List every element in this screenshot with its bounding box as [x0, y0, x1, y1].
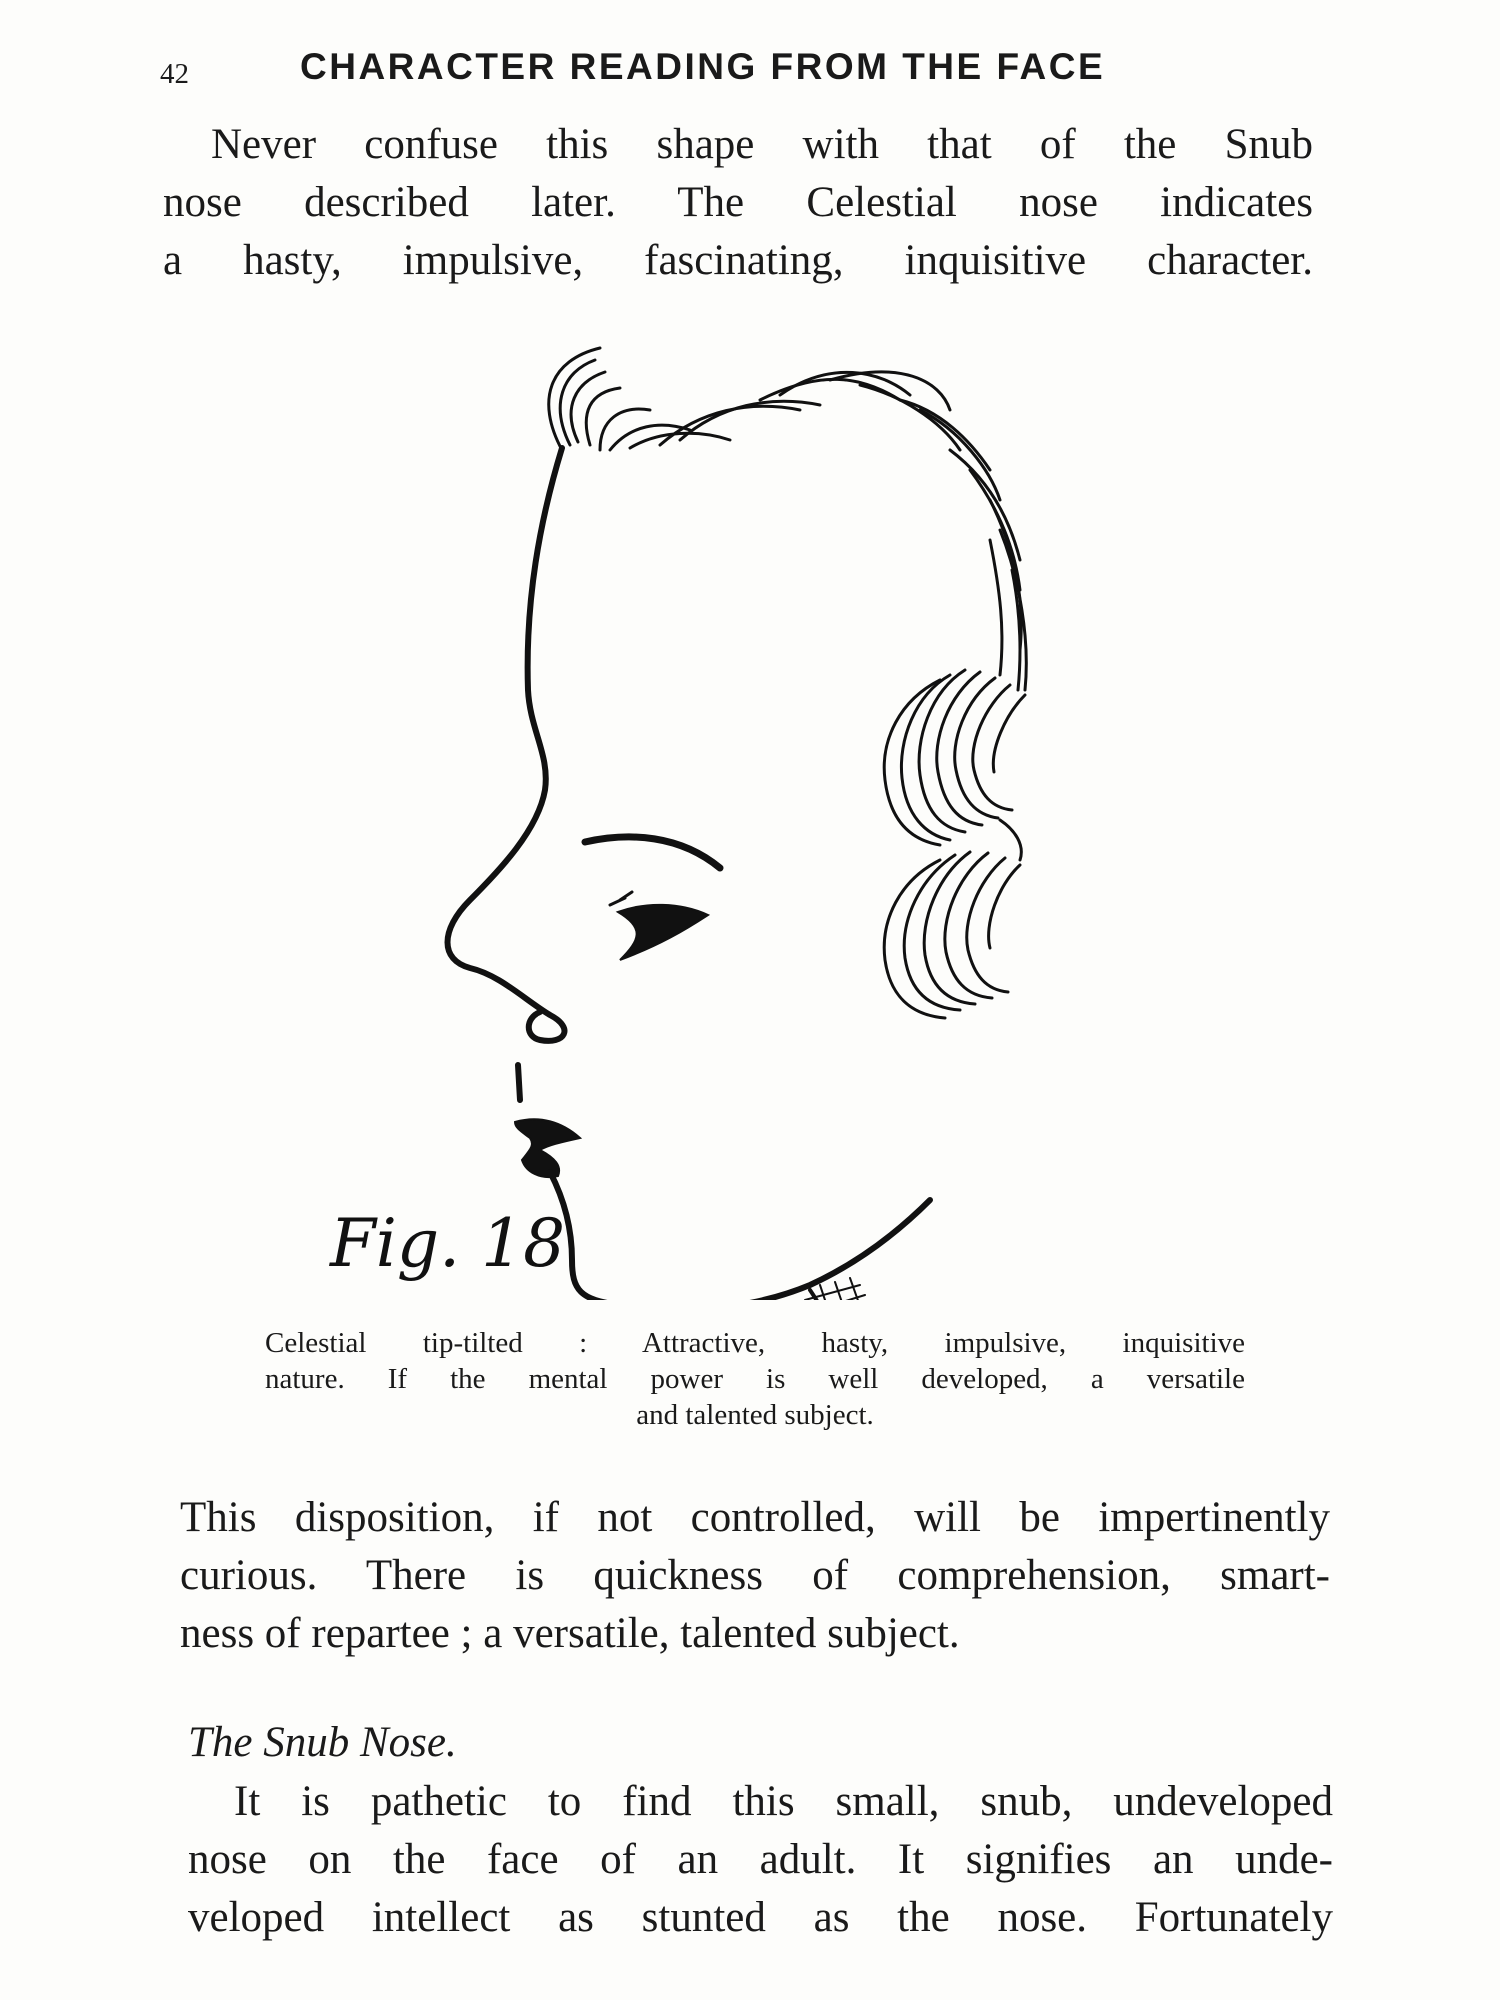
- paragraph-line: This disposition, if not controlled, will be impertinently: [180, 1494, 1330, 1541]
- paragraph-line: It is pathetic to find this small, snub, undeveloped: [234, 1778, 1333, 1825]
- section-heading-snub-nose: The Snub Nose.: [188, 1719, 457, 1766]
- paragraph-line: ness of repartee ; a versatile, talented subject.: [180, 1610, 960, 1657]
- hair-strands-top: [549, 348, 1027, 690]
- hair-curls-back: [884, 540, 1025, 1018]
- eyelashes: [610, 892, 632, 905]
- lips: [515, 1119, 580, 1177]
- paragraph-line: curious. There is quickness of comprehension, smart-: [180, 1552, 1330, 1599]
- caption-line: Celestial tip-tilted : Attractive, hasty, impulsive, inquisitive: [265, 1327, 1245, 1359]
- philtrum-line: [518, 1065, 520, 1100]
- paragraph-celestial-intro: [163, 116, 1313, 290]
- running-head: [160, 44, 1190, 104]
- paragraph-line: nose on the face of an adult. It signifies an unde-: [188, 1836, 1333, 1883]
- page-number: 42: [160, 58, 189, 90]
- paragraph-disposition: [180, 1489, 1330, 1663]
- caption-line: and talented subject.: [636, 1399, 874, 1431]
- figure-caption: [265, 1325, 1245, 1433]
- paragraph-line: Never confuse this shape with that of the Snub: [211, 121, 1313, 168]
- paragraph-line: nose described later. The Celestial nose indicates: [163, 179, 1313, 226]
- profile-illustration: [300, 300, 1200, 1300]
- figure-label: Fig. 18: [330, 1205, 566, 1282]
- jaw-to-neck: [610, 1200, 930, 1300]
- paragraph-line: veloped intellect as stunted as the nose. Fortunately: [188, 1894, 1333, 1941]
- paragraph-snub-nose: [188, 1773, 1333, 1947]
- eyebrow: [585, 837, 720, 868]
- eye: [618, 905, 708, 960]
- face-profile-outline: [448, 448, 565, 1041]
- caption-line: nature. If the mental power is well developed, a versatile: [265, 1363, 1245, 1395]
- paragraph-line: a hasty, impulsive, fascinating, inquisitive character.: [163, 237, 1313, 284]
- running-title: CHARACTER READING FROM THE FACE: [300, 46, 1106, 87]
